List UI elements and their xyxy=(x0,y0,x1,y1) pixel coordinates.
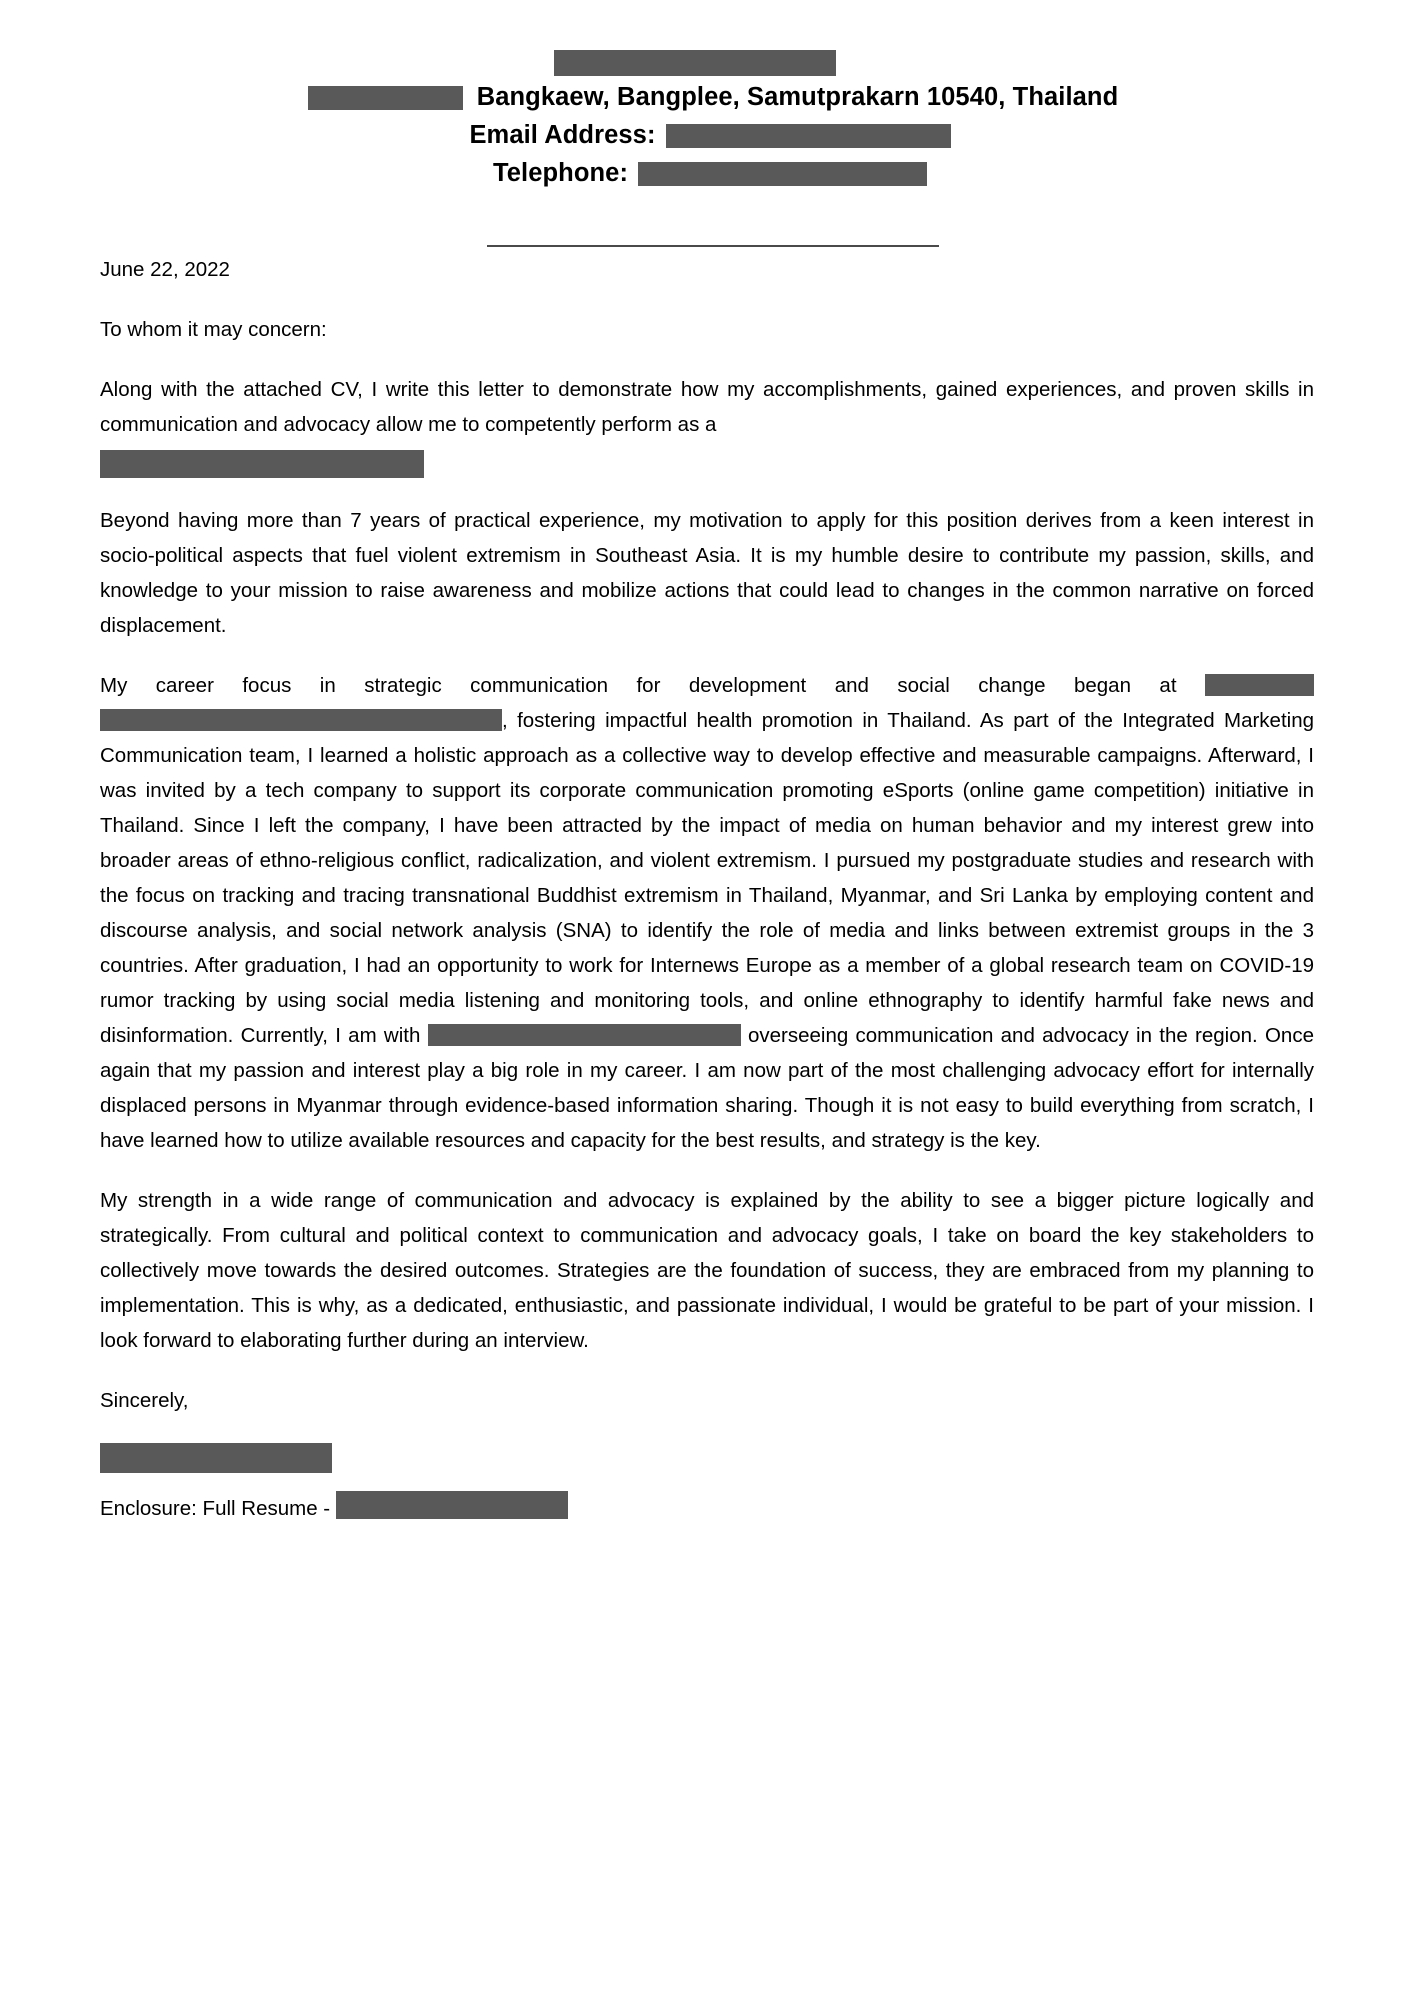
paragraph-3 xyxy=(100,668,1314,1158)
letterhead xyxy=(0,0,1414,252)
redaction-bar-job-title xyxy=(100,450,424,478)
sender-address-line xyxy=(0,78,1414,116)
enclosure-label: Enclosure: Full Resume - xyxy=(100,1496,331,1520)
sender-name-line xyxy=(0,50,1414,78)
sender-email-line xyxy=(0,116,1414,154)
telephone-label: Telephone: xyxy=(492,159,629,187)
paragraph-4: My strength in a wide range of communication and advocacy is explained by the ability to see a bigger picture logically and strategically. From cultural and political context to communication and advocacy goals, I take on board the key stakeholders to collectively move towards the desired outcomes. Strategies are the foundation of success, they are embraced from my planning to implementation. This is why, as a dedicated, enthusiastic, and passionate individual, I would be grateful to be part of your mission. I look forward to elaborating further during an interview. xyxy=(100,1188,1314,1352)
paragraph-3-text-c: overseeing communication and advocacy in the region. Once again that my passion and interest play a big role in my career. I am now part of the most challenging advocacy effort for internally displaced persons in Myanmar through evidence-based information sharing. Though it is not easy to build everything from scratch, I have learned how to utilize available resources and capacity for the best results, and strategy is the key. xyxy=(100,1023,1314,1152)
sender-telephone-line xyxy=(0,154,1414,192)
header-divider xyxy=(487,245,939,247)
signature-block xyxy=(100,1443,1314,1473)
letter-closing: Sincerely, xyxy=(100,1388,189,1412)
redaction-bar-email xyxy=(666,124,951,148)
redaction-bar-employer-1b xyxy=(100,709,502,731)
paragraph-3-text-b: , fostering impactful health promotion in Thailand. As part of the Integrated Marketing Communication team, I learned a holistic approach as a collective way to develop effective and measurable campaigns. Afterward, I was invited by a tech company to support its corporate communication promoting eSports (online game competition) initiative in Thailand. Since I left the company, I have been attracted by the impact of media on human behavior and my interest grew into broader areas of ethno-religious conflict, radicalization, and violent extremism. I pursued my postgraduate studies and research with the focus on tracking and tracing transnational Buddhist extremism in Thailand, Myanmar, and Sri Lanka by employing content and discourse analysis, and social network analysis (SNA) to identify the role of media and links between extremist groups in the 3 countries. After graduation, I had an opportunity to work for Internews Europe as a member of a global research team on COVID-19 rumor tracking by using social media listening and monitoring tools, and online ethnography to identify harmful fake news and disinformation. Currently, I am with xyxy=(100,708,1314,1047)
letter-body xyxy=(100,252,1314,1526)
paragraph-1-text: Along with the attached CV, I write this letter to demonstrate how my accomplishments, gained experiences, and proven skills in communication and advocacy allow me to competently perform as a xyxy=(100,378,1314,436)
paragraph-3-text-a: My career focus in strategic communication for development and social change began at xyxy=(100,673,1177,697)
header-divider-wrap xyxy=(0,234,1414,252)
email-label: Email Address: xyxy=(469,121,656,149)
redaction-bar-employer-2b xyxy=(556,1024,741,1046)
letter-date: June 22, 2022 xyxy=(100,258,230,281)
letter-enclosure xyxy=(100,1491,1314,1526)
address-text: Bangkaew, Bangplee, Samutprakarn 10540, Thailand xyxy=(476,83,1119,111)
paragraph-1 xyxy=(100,372,1314,478)
redaction-bar-telephone xyxy=(638,162,927,186)
paragraph-2: Beyond having more than 7 years of practical experience, my motivation to apply for this position derives from a keen interest in socio-political aspects that fuel violent extremism in Southeast Asia. It is my humble desire to contribute my passion, skills, and knowledge to your mission to raise awareness and mobilize actions that could lead to changes in the common narrative on forced displacement. xyxy=(100,508,1314,637)
redaction-bar-signature xyxy=(100,1443,332,1473)
letter-salutation: To whom it may concern: xyxy=(100,318,327,341)
redaction-bar-name xyxy=(554,50,836,76)
redaction-bar-address-prefix xyxy=(308,86,463,110)
redaction-bar-employer-2a xyxy=(428,1024,556,1046)
redaction-bar-enclosure xyxy=(336,1491,568,1519)
redaction-bar-employer-1a xyxy=(1205,674,1314,696)
